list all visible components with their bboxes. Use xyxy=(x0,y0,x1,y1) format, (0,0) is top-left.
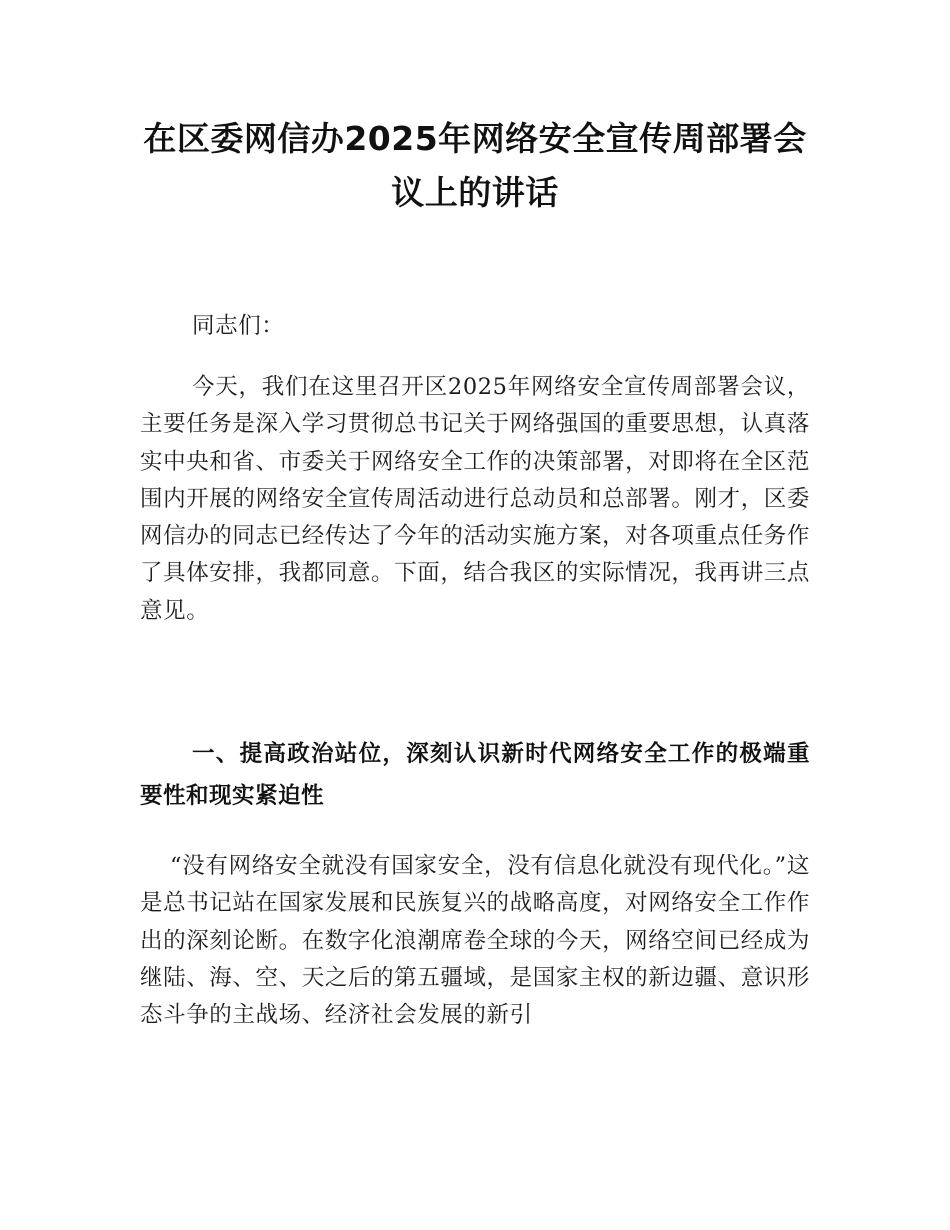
opening-paragraph: 今天，我们在这里召开区2025年网络安全宣传周部署会议，主要任务是深入学习贯彻总书记关于网络强国的重要思想，认真落实中央和省、市委关于网络安全工作的决策部署，对即将在全区范围内开展的网络安全宣传周活动进行总动员和总部署。刚才，区委网信办的同志已经传达了今年的活动实施方案，对各项重点任务作了具体安排，我都同意。下面，结合我区的实际情况，我再讲三点意见。 xyxy=(140,374,810,624)
section-heading: 一、提高政治站位，深刻认识新时代网络安全工作的极端重要性和现实紧迫性 xyxy=(140,741,810,809)
document-title: 在区委网信办2025年网络安全宣传周部署会议上的讲话 xyxy=(143,119,807,212)
body-paragraph: “没有网络安全就没有国家安全，没有信息化就没有现代化。”这是总书记站在国家发展和民族复兴的战略高度，对网络安全工作作出的深刻论断。在数字化浪潮席卷全球的今天，网络空间已经成为继陆、海、空、天之后的第五疆域，是国家主权的新边疆、意识形态斗争的主战场、经济社会发展的新引 xyxy=(140,853,810,1029)
salutation: 同志们： xyxy=(192,313,285,339)
